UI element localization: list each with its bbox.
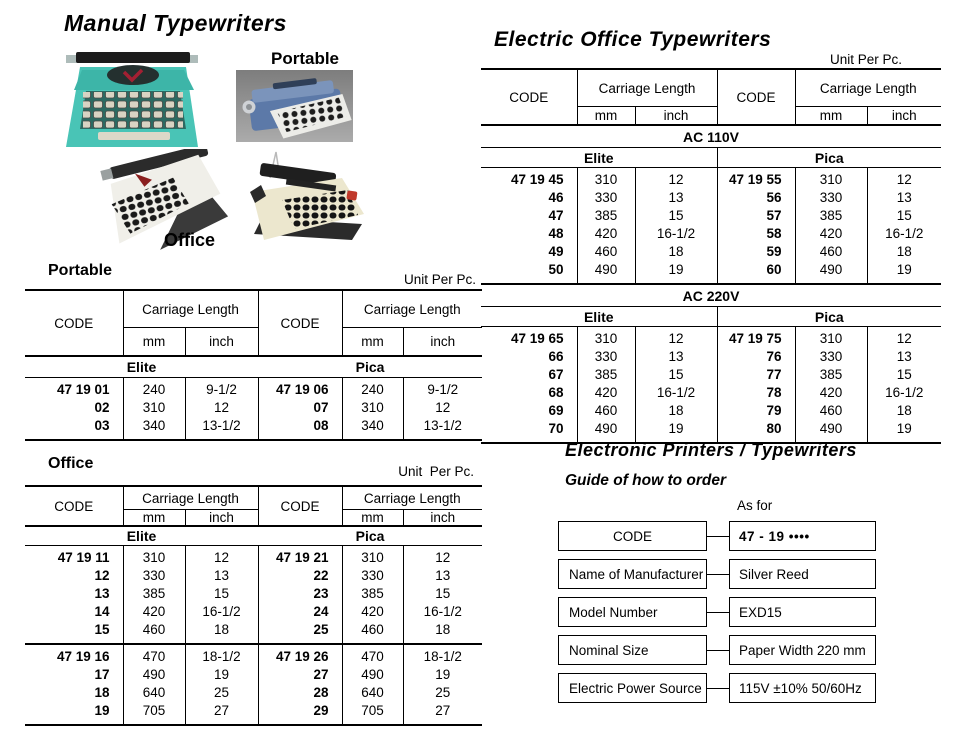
code-cell: 22 [258, 567, 342, 585]
header-inch-right: inch [403, 510, 482, 527]
code-cell: 47 [548, 208, 564, 223]
electric-table-body-110 [481, 168, 941, 285]
value-cell: 16-1/2 [867, 225, 941, 243]
teal-portable-typewriter-image [56, 50, 208, 152]
order-row-nominal-size [558, 635, 876, 665]
value-cell: 15 [867, 207, 941, 225]
code-cell: 25 [258, 621, 342, 644]
table-row [25, 546, 482, 568]
value-cell: 18-1/2 [403, 644, 482, 666]
value-cell: 640 [342, 684, 403, 702]
value-cell: 13 [867, 189, 941, 207]
value-cell: 460 [577, 402, 635, 420]
code-cell: 80 [717, 420, 795, 443]
value-cell: 9-1/2 [403, 378, 482, 400]
value-cell: 18 [403, 621, 482, 644]
connector-line [707, 597, 729, 627]
value-cell: 12 [185, 546, 258, 568]
value-cell: 310 [577, 168, 635, 190]
code-cell: 46 [548, 190, 564, 205]
value-cell: 385 [795, 366, 867, 384]
value-cell: 12 [403, 546, 482, 568]
code-cell: 78 [717, 384, 795, 402]
value-cell: 330 [795, 189, 867, 207]
value-cell: 18 [867, 402, 941, 420]
code-cell: 24 [258, 603, 342, 621]
table-row [25, 567, 482, 585]
connector-line [707, 635, 729, 665]
value-cell: 16-1/2 [635, 225, 717, 243]
code-cell: 29 [258, 702, 342, 725]
value-cell: 460 [342, 621, 403, 644]
table-row [481, 261, 941, 284]
electric-table [481, 68, 941, 444]
office-table-body-2 [25, 644, 482, 725]
office-section-title: Office [48, 455, 94, 472]
value-cell: 420 [795, 384, 867, 402]
table-row [25, 644, 482, 666]
code-cell: 70 [548, 421, 564, 436]
value-cell: 420 [795, 225, 867, 243]
order-field-value: 115V ±10% 50/60Hz [729, 673, 876, 703]
value-cell: 490 [577, 261, 635, 284]
value-cell: 460 [577, 243, 635, 261]
value-cell: 13 [635, 189, 717, 207]
code-cell: 69 [548, 403, 564, 418]
order-field-value: 47 - 19 •••• [729, 521, 876, 551]
table-row [481, 402, 941, 420]
value-cell: 16-1/2 [185, 603, 258, 621]
value-cell: 12 [867, 327, 941, 349]
order-field-label: CODE [558, 521, 707, 551]
value-cell: 310 [342, 546, 403, 568]
value-cell: 19 [635, 420, 717, 443]
code-cell: 49 [548, 244, 564, 259]
value-cell: 12 [185, 399, 258, 417]
value-cell: 13 [635, 348, 717, 366]
header-code-left: CODE [481, 69, 577, 125]
value-cell: 19 [185, 666, 258, 684]
code-cell: 47 19 11 [57, 550, 110, 565]
header-code-right: CODE [258, 486, 342, 526]
code-cell: 47 19 01 [56, 382, 110, 397]
code-cell: 03 [94, 418, 110, 433]
blue-portable-typewriter-image [236, 70, 353, 142]
value-cell: 420 [123, 603, 185, 621]
value-cell: 12 [403, 399, 482, 417]
value-cell: 18 [635, 243, 717, 261]
value-cell: 13 [185, 567, 258, 585]
voltage-band-220: AC 220V [481, 284, 941, 307]
connector-line [707, 673, 729, 703]
header-inch-left: inch [635, 107, 717, 126]
header-carriage-right: Carriage Length [795, 69, 941, 107]
header-carriage-right: Carriage Length [342, 486, 482, 510]
value-cell: 310 [795, 168, 867, 190]
value-cell: 705 [342, 702, 403, 725]
value-cell: 470 [342, 644, 403, 666]
order-row-code [558, 521, 876, 551]
value-cell: 19 [867, 261, 941, 284]
code-cell: 48 [548, 226, 564, 241]
code-cell: 67 [548, 367, 564, 382]
order-field-value: EXD15 [729, 597, 876, 627]
voltage-band-110: AC 110V [481, 125, 941, 148]
value-cell: 310 [123, 546, 185, 568]
table-row [481, 225, 941, 243]
type-band-pica: Pica [717, 307, 941, 327]
header-code-right: CODE [258, 290, 342, 356]
header-carriage-left: Carriage Length [123, 486, 258, 510]
code-cell: 18 [94, 685, 110, 700]
value-cell: 420 [342, 603, 403, 621]
header-mm-right: mm [342, 510, 403, 527]
value-cell: 18-1/2 [185, 644, 258, 666]
electric-unit-label: Unit Per Pc. [829, 52, 902, 67]
value-cell: 13 [403, 567, 482, 585]
order-field-value: Paper Width 220 mm [729, 635, 876, 665]
code-cell: 47 19 16 [25, 644, 123, 666]
table-row [25, 666, 482, 684]
table-row [481, 366, 941, 384]
type-band-pica: Pica [258, 526, 482, 546]
table-row [25, 684, 482, 702]
value-cell: 18 [185, 621, 258, 644]
value-cell: 25 [185, 684, 258, 702]
portable-table [25, 289, 482, 441]
value-cell: 490 [795, 420, 867, 443]
value-cell: 640 [123, 684, 185, 702]
type-band-elite: Elite [25, 526, 258, 546]
code-cell: 13 [94, 586, 110, 601]
code-cell: 47 19 21 [258, 546, 342, 568]
portable-table-body [25, 378, 482, 441]
value-cell: 15 [403, 585, 482, 603]
value-cell: 12 [867, 168, 941, 190]
value-cell: 310 [123, 399, 185, 417]
header-inch-right: inch [867, 107, 941, 126]
code-cell: 60 [717, 261, 795, 284]
value-cell: 340 [342, 417, 403, 440]
value-cell: 16-1/2 [635, 384, 717, 402]
value-cell: 490 [795, 261, 867, 284]
value-cell: 9-1/2 [185, 378, 258, 400]
header-mm-right: mm [795, 107, 867, 126]
code-cell: 07 [258, 399, 342, 417]
order-guide-rows [558, 521, 876, 711]
header-carriage-left: Carriage Length [577, 69, 717, 107]
code-cell: 08 [258, 417, 342, 440]
value-cell: 330 [342, 567, 403, 585]
code-cell: 17 [94, 667, 110, 682]
header-inch-right: inch [403, 328, 482, 357]
code-cell: 57 [717, 207, 795, 225]
order-row-manufacturer [558, 559, 876, 589]
code-cell: 59 [717, 243, 795, 261]
portable-unit-label: Unit Per Pc. [403, 272, 476, 287]
value-cell: 460 [795, 243, 867, 261]
table-row [481, 348, 941, 366]
value-cell: 19 [635, 261, 717, 284]
table-row [481, 243, 941, 261]
code-cell: 14 [94, 604, 110, 619]
value-cell: 15 [867, 366, 941, 384]
table-row [25, 621, 482, 644]
connector-line [707, 559, 729, 589]
value-cell: 310 [795, 327, 867, 349]
value-cell: 385 [577, 207, 635, 225]
code-cell: 77 [717, 366, 795, 384]
code-cell: 28 [258, 684, 342, 702]
value-cell: 16-1/2 [403, 603, 482, 621]
code-cell: 47 19 55 [717, 168, 795, 190]
code-cell: 15 [94, 622, 110, 637]
header-carriage-left: Carriage Length [123, 290, 258, 328]
value-cell: 13-1/2 [185, 417, 258, 440]
value-cell: 18 [867, 243, 941, 261]
table-row [481, 207, 941, 225]
code-cell: 23 [258, 585, 342, 603]
table-row [481, 189, 941, 207]
code-cell: 02 [94, 400, 110, 415]
value-cell: 310 [577, 327, 635, 349]
value-cell: 12 [635, 327, 717, 349]
code-cell: 56 [717, 189, 795, 207]
code-cell: 47 19 06 [258, 378, 342, 400]
value-cell: 240 [123, 378, 185, 400]
cream-office-typewriter-image [230, 148, 370, 248]
code-cell: 19 [94, 703, 110, 718]
value-cell: 385 [577, 366, 635, 384]
header-mm-left: mm [577, 107, 635, 126]
header-code-left: CODE [25, 290, 123, 356]
type-band-elite: Elite [481, 148, 717, 168]
header-inch-left: inch [185, 328, 258, 357]
office-unit-label: Unit Per Pc. [398, 464, 474, 479]
order-row-model [558, 597, 876, 627]
table-row [481, 168, 941, 190]
code-cell: 50 [548, 262, 564, 277]
value-cell: 330 [577, 348, 635, 366]
table-row [25, 585, 482, 603]
code-cell: 47 19 65 [510, 331, 564, 346]
order-field-label: Nominal Size [558, 635, 707, 665]
type-band-pica: Pica [717, 148, 941, 168]
code-cell: 68 [548, 385, 564, 400]
value-cell: 490 [577, 420, 635, 443]
type-band-elite: Elite [25, 356, 258, 378]
value-cell: 25 [403, 684, 482, 702]
value-cell: 330 [577, 189, 635, 207]
header-mm-left: mm [123, 328, 185, 357]
code-cell: 12 [94, 568, 110, 583]
value-cell: 490 [123, 666, 185, 684]
office-table-body-1 [25, 546, 482, 645]
value-cell: 330 [123, 567, 185, 585]
value-cell: 15 [635, 366, 717, 384]
header-mm-left: mm [123, 510, 185, 527]
code-cell: 47 19 75 [717, 327, 795, 349]
table-row [25, 702, 482, 725]
header-inch-left: inch [185, 510, 258, 527]
table-row [481, 384, 941, 402]
type-band-pica: Pica [258, 356, 482, 378]
value-cell: 15 [185, 585, 258, 603]
value-cell: 420 [577, 384, 635, 402]
value-cell: 13-1/2 [403, 417, 482, 440]
value-cell: 15 [635, 207, 717, 225]
code-cell: 47 19 26 [258, 644, 342, 666]
header-carriage-right: Carriage Length [342, 290, 482, 328]
code-cell: 47 19 45 [510, 172, 564, 187]
value-cell: 13 [867, 348, 941, 366]
electric-table-body-220 [481, 327, 941, 444]
table-row [25, 378, 482, 400]
value-cell: 27 [403, 702, 482, 725]
header-code-left: CODE [25, 486, 123, 526]
portable-section-title: Portable [48, 262, 113, 279]
code-cell: 66 [548, 349, 564, 364]
connector-line [707, 521, 729, 551]
value-cell: 385 [123, 585, 185, 603]
value-cell: 340 [123, 417, 185, 440]
value-cell: 18 [635, 402, 717, 420]
code-cell: 27 [258, 666, 342, 684]
table-row [25, 603, 482, 621]
code-cell: 58 [717, 225, 795, 243]
table-row [25, 417, 482, 440]
header-code-right: CODE [717, 69, 795, 125]
value-cell: 460 [123, 621, 185, 644]
value-cell: 19 [403, 666, 482, 684]
value-cell: 27 [185, 702, 258, 725]
value-cell: 470 [123, 644, 185, 666]
value-cell: 240 [342, 378, 403, 400]
office-image-label: Office [164, 230, 216, 250]
value-cell: 385 [795, 207, 867, 225]
order-field-label: Electric Power Source [558, 673, 707, 703]
order-field-label: Model Number [558, 597, 707, 627]
value-cell: 310 [342, 399, 403, 417]
order-guide-subtitle: Guide of how to order [565, 472, 727, 489]
portable-image-label: Portable [271, 49, 340, 68]
electric-typewriters-title: Electric Office Typewriters [494, 28, 772, 51]
value-cell: 460 [795, 402, 867, 420]
order-row-power-source [558, 673, 876, 703]
value-cell: 330 [795, 348, 867, 366]
as-for-label: As for [737, 498, 773, 513]
order-field-value: Silver Reed [729, 559, 876, 589]
type-band-elite: Elite [481, 307, 717, 327]
value-cell: 385 [342, 585, 403, 603]
table-row [25, 399, 482, 417]
value-cell: 420 [577, 225, 635, 243]
table-row [481, 327, 941, 349]
order-field-label: Name of Manufacturer [558, 559, 707, 589]
manual-typewriters-title: Manual Typewriters [64, 10, 287, 36]
office-table [25, 485, 482, 726]
value-cell: 19 [867, 420, 941, 443]
value-cell: 16-1/2 [867, 384, 941, 402]
header-mm-right: mm [342, 328, 403, 357]
value-cell: 705 [123, 702, 185, 725]
value-cell: 490 [342, 666, 403, 684]
value-cell: 12 [635, 168, 717, 190]
code-cell: 76 [717, 348, 795, 366]
code-cell: 79 [717, 402, 795, 420]
electronic-printers-title: Electronic Printers / Typewriters [565, 440, 857, 460]
